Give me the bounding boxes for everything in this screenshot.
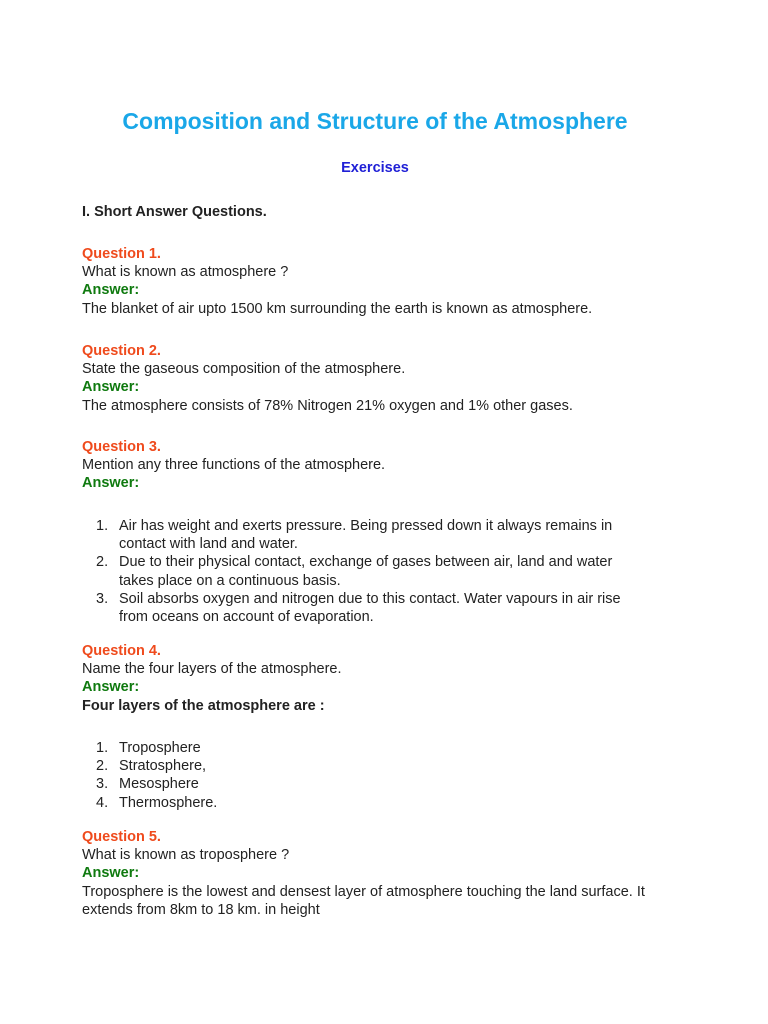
answer-label: Answer: <box>82 379 140 396</box>
question-block-3 <box>82 438 682 493</box>
answer-text: The blanket of air upto 1500 km surrounding the earth is known as atmosphere. <box>82 300 593 317</box>
list-item <box>82 517 682 553</box>
question-block-1 <box>82 245 682 318</box>
list-number: 2. <box>96 554 109 571</box>
answer-label: Answer: <box>82 679 140 696</box>
list-item-text: Stratosphere, <box>119 758 207 775</box>
list-item-text: Air has weight and exerts pressure. Being pressed down it always remains in <box>119 518 613 534</box>
question-label: Question 5. <box>82 829 161 845</box>
list-item-text: Troposphere <box>119 740 201 756</box>
list-number: 1. <box>96 518 109 534</box>
list-number: 4. <box>96 794 109 811</box>
answer-text: Troposphere is the lowest and densest layer of atmosphere touching the land surface. It <box>82 883 645 900</box>
list-item-text: Due to their physical contact, exchange of gases between air, land and water <box>119 554 613 571</box>
list-number: 2. <box>96 758 109 775</box>
answer-text: extends from 8km to 18 km. in height <box>82 901 320 918</box>
question-text: Name the four layers of the atmosphere. <box>82 661 342 678</box>
list-item <box>82 794 682 812</box>
answer-label: Answer: <box>82 282 140 299</box>
list-item <box>82 553 682 589</box>
question-text: Mention any three functions of the atmosphere. <box>82 457 386 474</box>
answer-text: The atmosphere consists of 78% Nitrogen 21% oxygen and 1% other gases. <box>82 397 573 414</box>
question-block-2 <box>82 342 682 415</box>
list-item-text: Soil absorbs oxygen and nitrogen due to this contact. Water vapours in air rise <box>119 590 621 607</box>
list-item-text: Mesosphere <box>119 776 199 793</box>
section-heading: I. Short Answer Questions. <box>82 204 267 220</box>
answer-list-functions <box>82 517 682 626</box>
question-label: Question 4. <box>82 643 161 659</box>
list-number: 3. <box>96 590 109 607</box>
list-number: 3. <box>96 776 109 793</box>
list-item <box>82 757 682 775</box>
page-subtitle: Exercises <box>341 160 409 176</box>
list-item-text: takes place on a continuous basis. <box>119 572 341 589</box>
list-item <box>82 739 682 757</box>
list-item <box>82 775 682 793</box>
list-item-text: from oceans on account of evaporation. <box>119 609 374 626</box>
question-text: State the gaseous composition of the atmosphere. <box>82 361 406 378</box>
question-label: Question 1. <box>82 246 161 262</box>
list-item-text: contact with land and water. <box>119 536 298 553</box>
question-block-4 <box>82 642 682 715</box>
list-number: 1. <box>96 740 109 756</box>
page-title: Composition and Structure of the Atmosphere <box>122 108 628 134</box>
answer-label: Answer: <box>82 865 140 882</box>
list-item <box>82 590 682 626</box>
question-label: Question 2. <box>82 343 161 359</box>
answer-list-layers <box>82 739 682 812</box>
answer-label: Answer: <box>82 475 140 492</box>
question-text: What is known as atmosphere ? <box>82 264 289 281</box>
answer-intro: Four layers of the atmosphere are : <box>82 697 325 714</box>
question-text: What is known as troposphere ? <box>82 847 290 864</box>
list-item-text: Thermosphere. <box>119 794 218 811</box>
question-label: Question 3. <box>82 439 161 455</box>
question-block-5 <box>82 828 682 919</box>
